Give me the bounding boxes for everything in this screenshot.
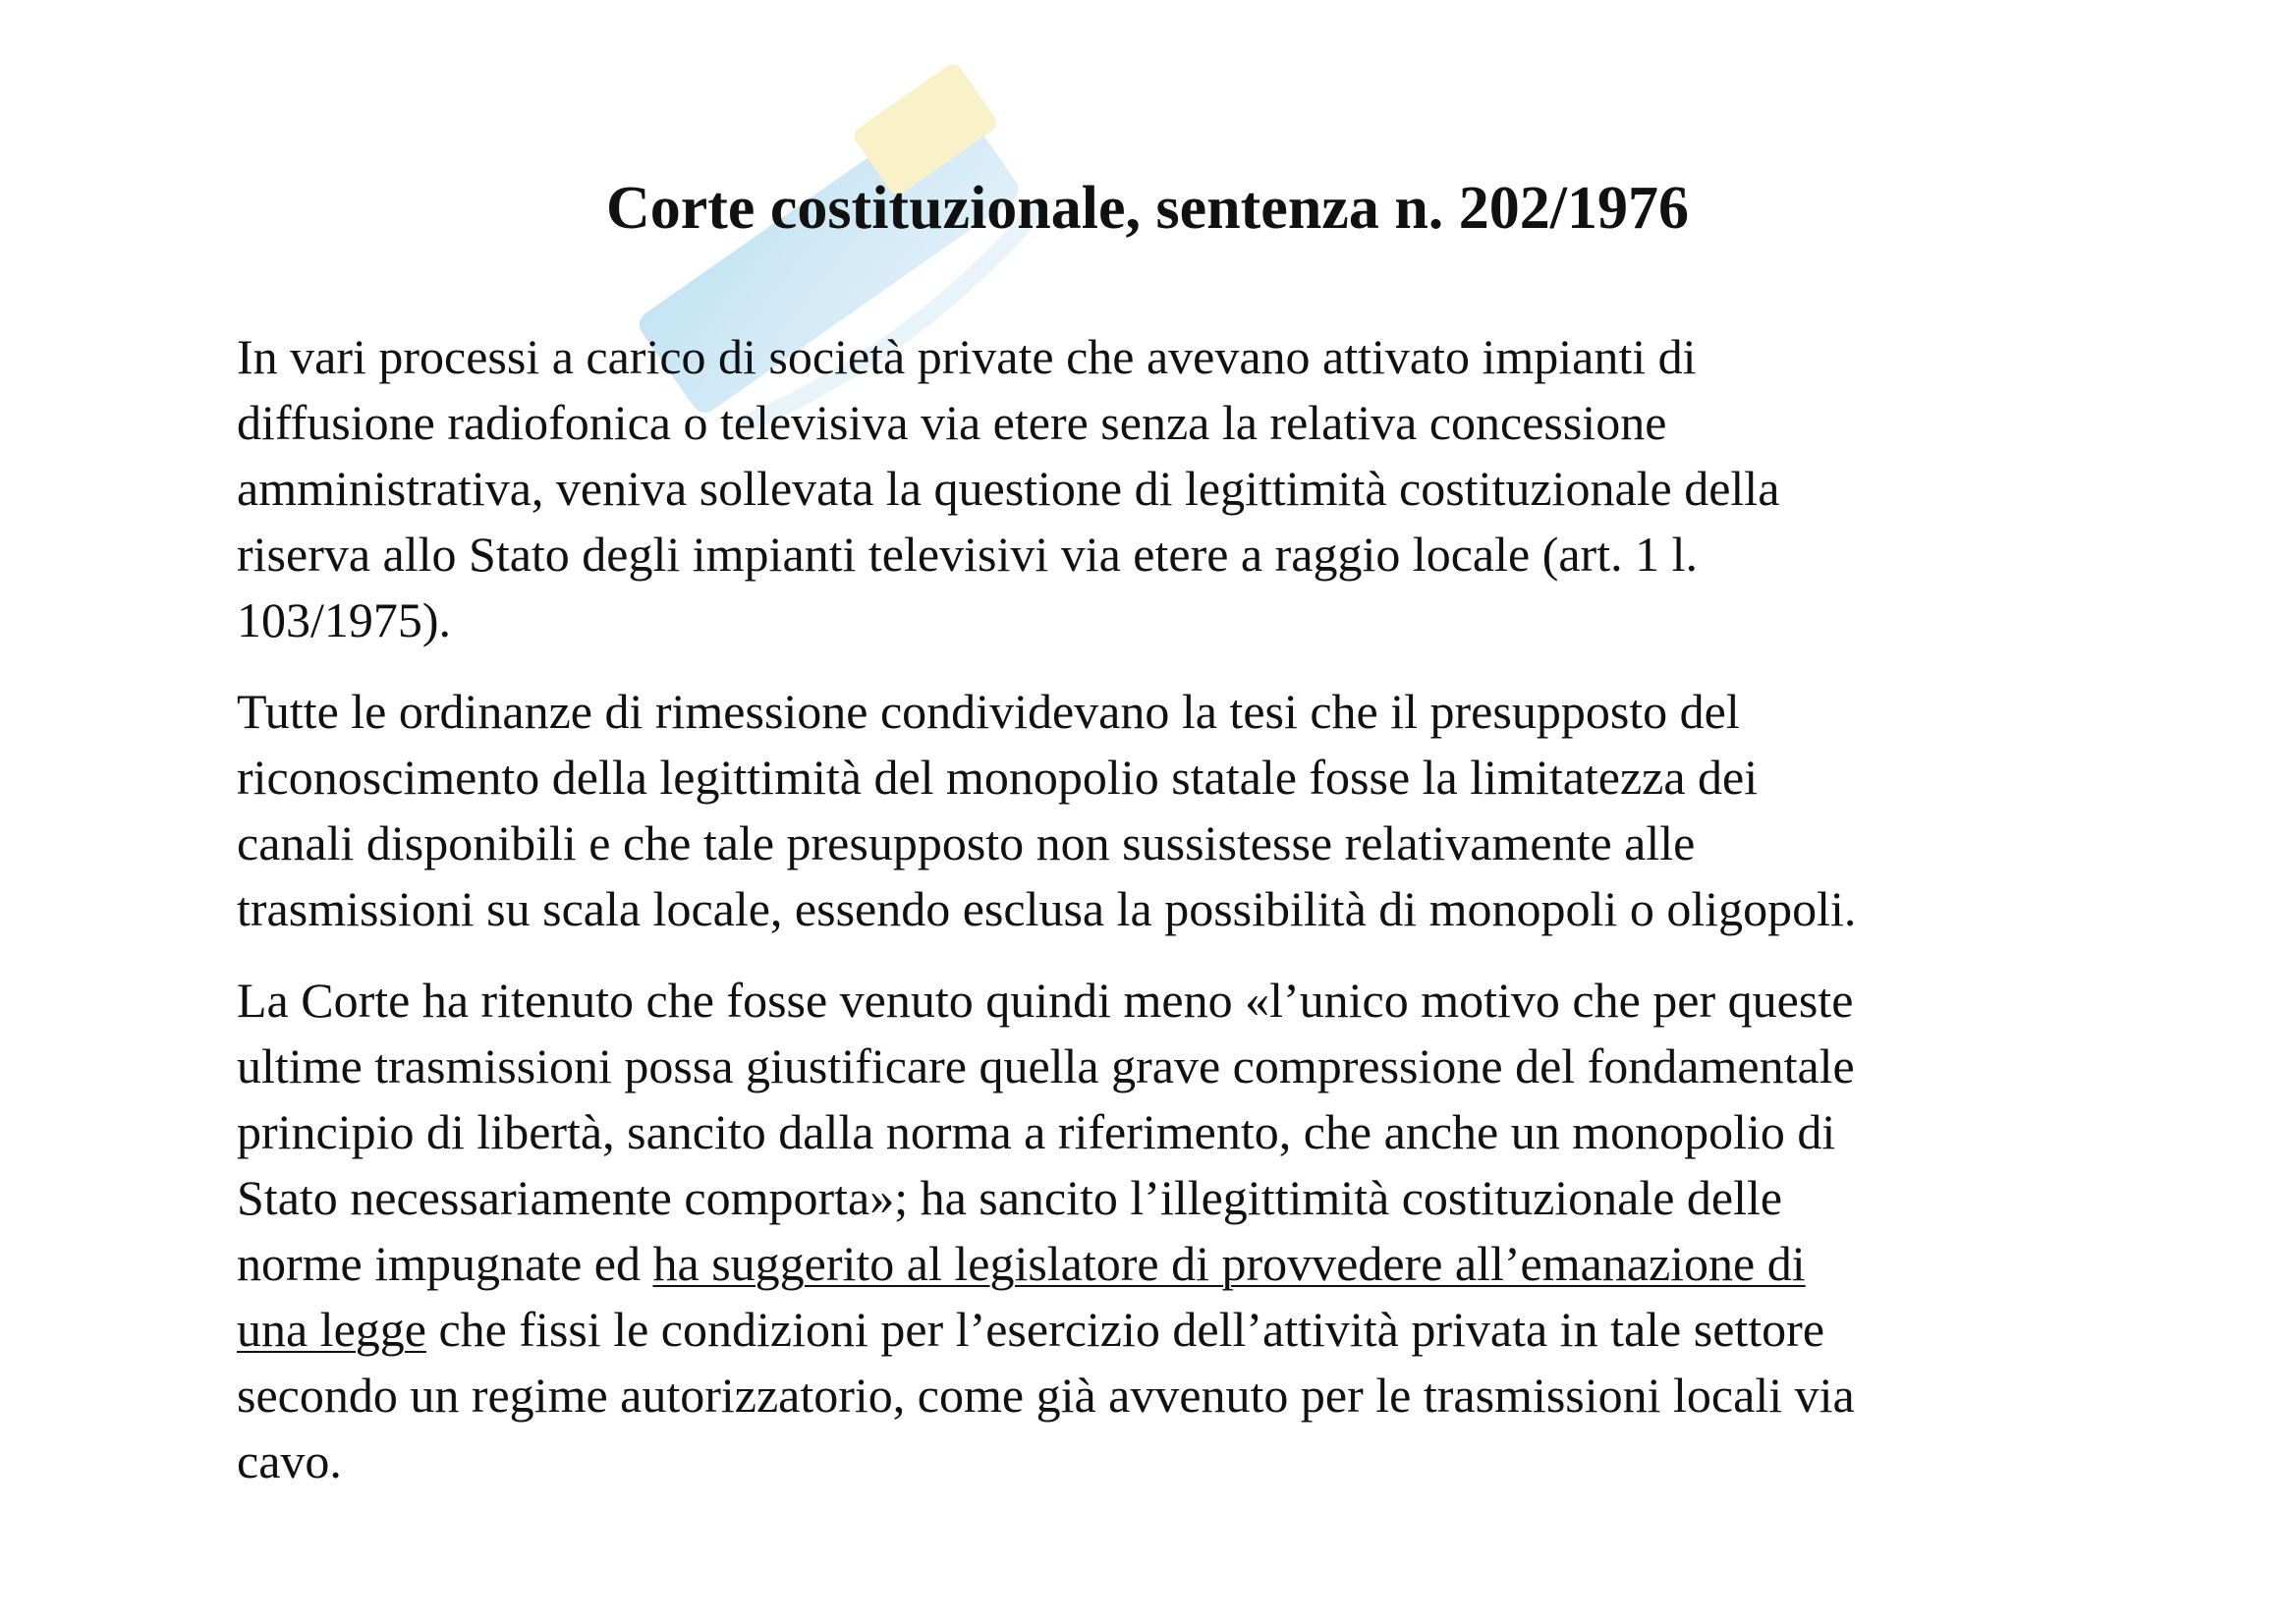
document-body — [237, 324, 2103, 1520]
text-line: In vari processi a carico di società private che avevano attivato impianti di — [237, 329, 1697, 384]
text-line: principio di libertà, sancito dalla norma a riferimento, che anche un monopolio di — [237, 1104, 1836, 1159]
underlined-text: una legge — [237, 1302, 426, 1357]
text-line: cavo. — [237, 1433, 342, 1488]
text-line: La Corte ha ritenuto che fosse venuto quindi meno «l’unico motivo che per queste — [237, 973, 1854, 1028]
text-line: diffusione radiofonica o televisiva via etere senza la relativa concessione — [237, 395, 1667, 450]
text-line: Stato necessariamente comporta»; ha sancito l’illegittimità costituzionale delle — [237, 1170, 1783, 1225]
text-line: canali disponibili e che tale presupposto non sussistesse relativamente alle — [237, 815, 1696, 870]
paragraph-1 — [237, 324, 2103, 653]
text-line: ultime trasmissioni possa giustificare quella grave compressione del fondamentale — [237, 1038, 1855, 1093]
text-line: riserva allo Stato degli impianti televisivi via etere a raggio locale (art. 1 l. — [237, 527, 1698, 582]
text-line-mixed — [237, 1231, 2103, 1297]
document-title: Corte costituzionale, sentenza n. 202/1976 — [605, 175, 1690, 242]
underlined-text: ha suggerito al legislatore di provvedere all’emanazione di — [652, 1236, 1806, 1291]
paragraph-3 — [237, 968, 2103, 1494]
plain-text: che fissi le condizioni per l’esercizio dell’attività privata in tale settore — [425, 1302, 1825, 1357]
text-line: 103/1975). — [237, 592, 452, 647]
text-line-mixed — [237, 1297, 2103, 1363]
paragraph-2 — [237, 679, 2103, 942]
text-line: secondo un regime autorizzatorio, come già avvenuto per le trasmissioni locali via — [237, 1368, 1855, 1423]
text-line: trasmissioni su scala locale, essendo esclusa la possibilità di monopoli o oligopoli. — [237, 881, 1857, 936]
plain-text: norme impugnate ed — [237, 1236, 653, 1291]
text-line: amministrativa, veniva sollevata la questione di legittimità costituzionale della — [237, 461, 1780, 516]
text-line: riconoscimento della legittimità del monopolio statale fosse la limitatezza dei — [237, 750, 1759, 805]
text-line: Tutte le ordinanze di rimessione condividevano la tesi che il presupposto del — [237, 684, 1740, 739]
